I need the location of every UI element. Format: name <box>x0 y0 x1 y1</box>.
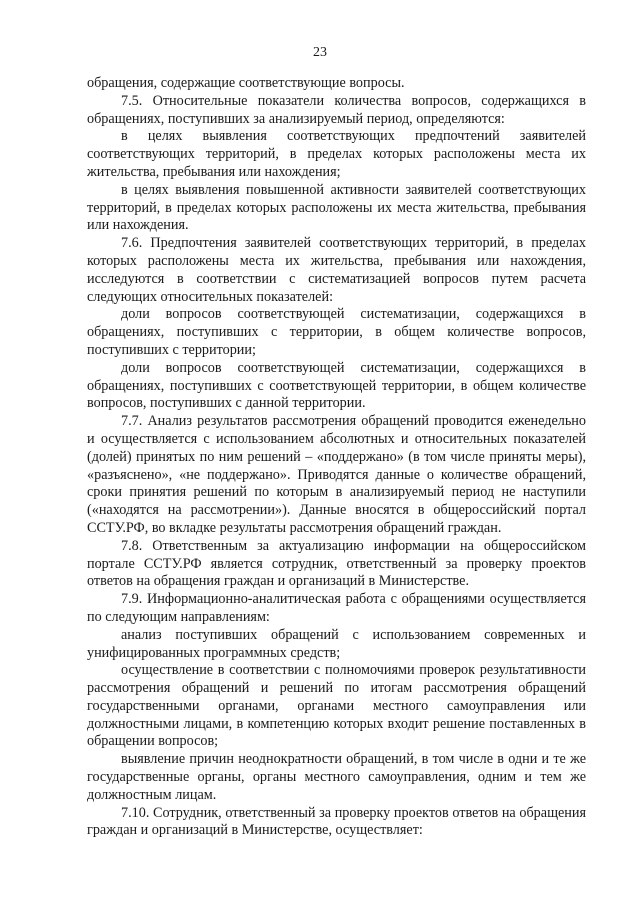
paragraph-7-9: 7.9. Информационно-аналитическая работа с обращениями осуществляется по следующим направлениям: <box>87 591 586 625</box>
paragraph-7-8: 7.8. Ответственным за актуализацию информации на общероссийском портале ССТУ.РФ является сотрудник, ответственный за проверку проектов ответов на обращения граждан и организаций в Министерстве. <box>87 537 586 590</box>
paragraph-7-10: 7.10. Сотрудник, ответственный за проверку проектов ответов на обращения граждан и организаций в Министерстве, осуществляет: <box>87 804 586 839</box>
document-body <box>87 75 586 840</box>
paragraph-7-6: 7.6. Предпочтения заявителей соответствующих территорий, в пределах которых расположены места их жительства, пребывания или нахождения, исследуются в соответствии с систематизацией вопросов путем расчета следующих относительных показателей: <box>87 235 586 305</box>
paragraph-7-9-item-1: анализ поступивших обращений с использованием современных и унифицированных программных средств; <box>87 626 586 661</box>
page-number: 23 <box>313 45 327 60</box>
paragraph-continuation: обращения, содержащие соответствующие вопросы. <box>87 75 405 91</box>
paragraph-7-5-item-2: в целях выявления повышенной активности заявителей соответствующих территорий, в пределах которых расположены их места жительства, пребывания или нахождения. <box>87 181 586 234</box>
paragraph-7-6-item-1: доли вопросов соответствующей систематизации, содержащихся в обращениях, поступивших с территории, в общем количестве вопросов, поступивших с территории; <box>87 306 586 358</box>
paragraph-7-9-item-3: выявление причин неоднократности обращений, в том числе в одни и те же государственные органы, органы местного самоуправления, одним и тем же должностным лицам. <box>87 751 586 803</box>
paragraph-7-5-item-1: в целях выявления соответствующих предпочтений заявителей соответствующих территорий, в пределах которых расположены места их жительства, пребывания или нахождения; <box>87 128 586 180</box>
paragraph-7-6-item-2: доли вопросов соответствующей систематизации, содержащихся в обращениях, поступивших с соответствующей территории, в общем количестве вопросов, поступивших с данной территории. <box>87 359 586 412</box>
paragraph-7-7: 7.7. Анализ результатов рассмотрения обращений проводится еженедельно и осуществляется с использованием абсолютных и относительных показателей (долей) принятых по ним решений – «поддержано» (в том числе приняты меры), «разъяснено», «не поддержано». Приводятся данные о количестве обращений, сроки принятия решений по которым в анализируемый период не наступили («находятся на рассмотрении»). Данные вносятся в общероссийский портал ССТУ.РФ, во вкладке результаты рассмотрения обращений граждан. <box>87 413 586 536</box>
paragraph-7-5: 7.5. Относительные показатели количества вопросов, содержащихся в обращениях, поступивших за анализируемый период, определяются: <box>87 92 586 127</box>
paragraph-7-9-item-2: осуществление в соответствии с полномочиями проверок результативности рассмотрения обращений и решений по итогам рассмотрения обращений государственными органами, органами местного самоуправления или должностными лицами, в компетенцию которых входит решение поставленных в обращении вопросов; <box>87 662 586 750</box>
